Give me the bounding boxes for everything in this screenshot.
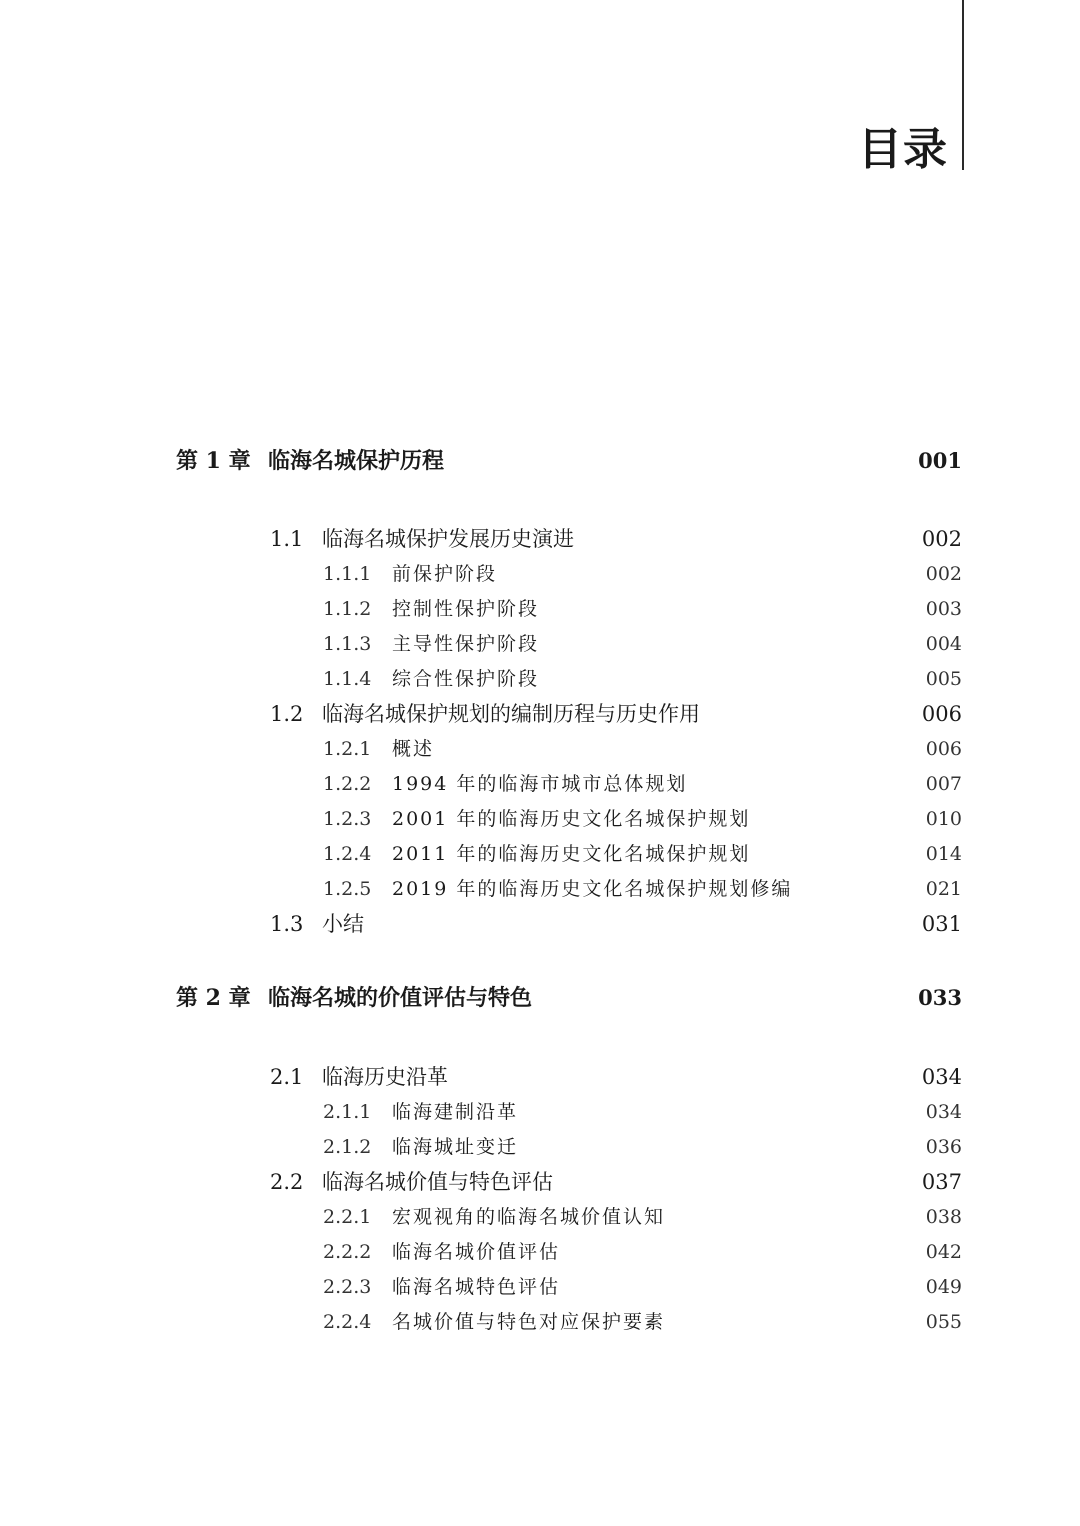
subsection-title: 临海建制沿革 [392, 1101, 519, 1123]
subsection-number: 1.2.4 [323, 843, 372, 865]
section-number: 1.1 [270, 527, 304, 551]
subsection-number: 2.2.4 [323, 1311, 372, 1333]
toc-subsection-row[interactable] [0, 1305, 1080, 1339]
page-number: 002 [921, 527, 962, 551]
toc-section-row[interactable] [0, 1165, 1080, 1199]
subsection-number: 1.2.5 [323, 878, 372, 900]
toc-subsection-row[interactable] [0, 802, 1080, 836]
subsection-number: 2.2.1 [323, 1206, 372, 1228]
page-number: 055 [925, 1311, 962, 1333]
subsection-title: 临海城址变迁 [392, 1136, 519, 1158]
chapter-title: 临海名城的价值评估与特色 [268, 985, 533, 1011]
section-title: 临海名城保护规划的编制历程与历史作用 [322, 702, 700, 726]
toc-section-row[interactable] [0, 522, 1080, 556]
toc-subsection-row[interactable] [0, 1095, 1080, 1129]
page-number: 036 [925, 1136, 962, 1158]
page-number: 042 [925, 1241, 962, 1263]
toc-subsection-row[interactable] [0, 662, 1080, 696]
page-number: 021 [925, 878, 962, 900]
toc-subsection-row[interactable] [0, 1270, 1080, 1304]
page-number: 003 [925, 598, 962, 620]
page-number: 005 [925, 668, 962, 690]
page-number: 037 [921, 1170, 962, 1194]
subsection-number: 1.1.3 [323, 633, 372, 655]
subsection-number: 1.2.3 [323, 808, 372, 830]
toc-subsection-row[interactable] [0, 767, 1080, 801]
page-number: 004 [925, 633, 962, 655]
section-title: 小结 [322, 912, 364, 936]
page-number: 001 [918, 448, 962, 473]
section-number: 2.2 [270, 1170, 304, 1194]
toc-section-row[interactable] [0, 907, 1080, 941]
subsection-title: 宏观视角的临海名城价值认知 [392, 1206, 666, 1228]
toc-subsection-row[interactable] [0, 1235, 1080, 1269]
section-title: 临海历史沿革 [322, 1065, 448, 1089]
subsection-title: 1994 年的临海市城市总体规划 [392, 773, 688, 795]
subsection-title: 主导性保护阶段 [392, 633, 540, 655]
chapter-number: 第 1 章 [176, 448, 251, 474]
chapter-title: 临海名城保护历程 [268, 448, 445, 474]
subsection-number: 2.2.2 [323, 1241, 372, 1263]
page-number: 031 [921, 912, 962, 936]
subsection-title: 综合性保护阶段 [392, 668, 540, 690]
subsection-title: 概述 [392, 738, 435, 760]
page-number: 002 [925, 563, 962, 585]
subsection-number: 1.2.1 [323, 738, 372, 760]
subsection-number: 1.1.1 [323, 563, 372, 585]
subsection-title: 前保护阶段 [392, 563, 498, 585]
page-number: 038 [925, 1206, 962, 1228]
page-number: 006 [921, 702, 962, 726]
section-number: 1.2 [270, 702, 304, 726]
section-number: 1.3 [270, 912, 304, 936]
page-number: 010 [925, 808, 962, 830]
page-number: 006 [925, 738, 962, 760]
subsection-title: 2019 年的临海历史文化名城保护规划修编 [392, 878, 793, 900]
subsection-number: 1.2.2 [323, 773, 372, 795]
subsection-number: 1.1.4 [323, 668, 372, 690]
subsection-title: 临海名城特色评估 [392, 1276, 561, 1298]
subsection-title: 临海名城价值评估 [392, 1241, 561, 1263]
section-number: 2.1 [270, 1065, 304, 1089]
toc-subsection-row[interactable] [0, 627, 1080, 661]
toc-chapter-row[interactable] [0, 981, 1080, 1015]
page-number: 033 [918, 985, 962, 1010]
subsection-title: 控制性保护阶段 [392, 598, 540, 620]
subsection-number: 2.1.2 [323, 1136, 372, 1158]
page-number: 007 [925, 773, 962, 795]
toc-section-row[interactable] [0, 697, 1080, 731]
page-number: 034 [921, 1065, 962, 1089]
toc-heading: 目录 [858, 124, 948, 175]
toc-subsection-row[interactable] [0, 837, 1080, 871]
subsection-number: 2.2.3 [323, 1276, 372, 1298]
page-number: 034 [925, 1101, 962, 1123]
toc-subsection-row[interactable] [0, 557, 1080, 591]
toc-chapter-row[interactable] [0, 444, 1080, 478]
toc-subsection-row[interactable] [0, 1130, 1080, 1164]
page-edge-rule [962, 0, 964, 170]
section-title: 临海名城价值与特色评估 [322, 1170, 553, 1194]
toc-subsection-row[interactable] [0, 872, 1080, 906]
toc-subsection-row[interactable] [0, 732, 1080, 766]
subsection-title: 2001 年的临海历史文化名城保护规划 [392, 808, 751, 830]
chapter-number: 第 2 章 [176, 985, 251, 1011]
page-number: 049 [925, 1276, 962, 1298]
toc-section-row[interactable] [0, 1060, 1080, 1094]
subsection-title: 名城价值与特色对应保护要素 [392, 1311, 666, 1333]
toc-subsection-row[interactable] [0, 1200, 1080, 1234]
toc-subsection-row[interactable] [0, 592, 1080, 626]
subsection-number: 1.1.2 [323, 598, 372, 620]
section-title: 临海名城保护发展历史演进 [322, 527, 574, 551]
subsection-number: 2.1.1 [323, 1101, 372, 1123]
page-number: 014 [925, 843, 962, 865]
subsection-title: 2011 年的临海历史文化名城保护规划 [392, 843, 751, 865]
